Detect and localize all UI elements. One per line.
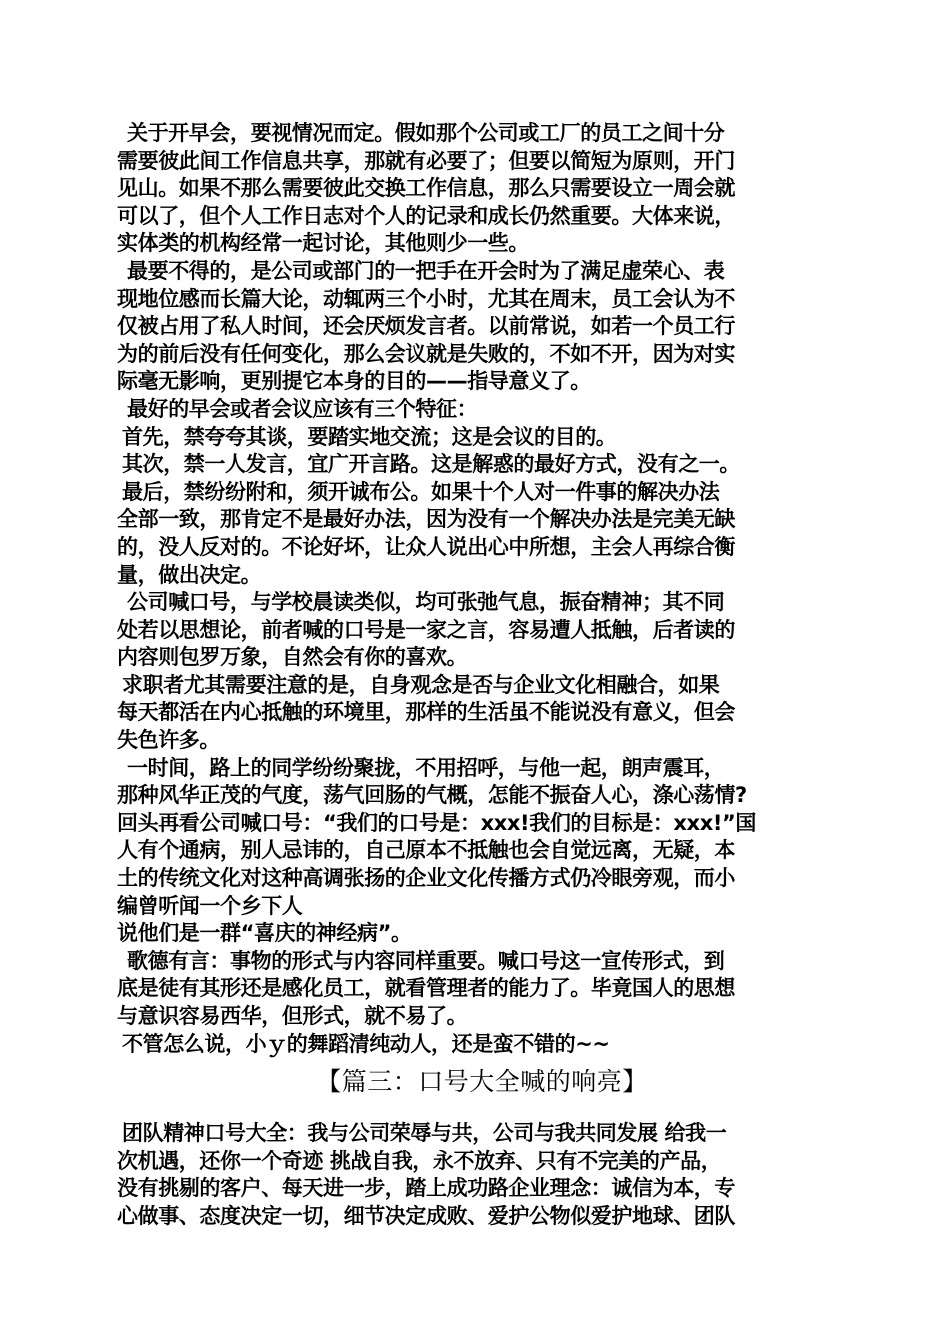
text-line: 团队精神口号大全：我与公司荣辱与共，公司与我共同发展 给我一	[122, 1121, 727, 1146]
paragraph	[117, 479, 847, 589]
text-line: 底是徒有其形还是感化员工，就看管理者的能力了。毕竟国人的思想	[117, 976, 735, 1001]
text-line: 际毫无影响，更别提它本身的目的——指导意义了。	[117, 369, 591, 394]
text-line: 为的前后没有任何变化，那么会议就是失败的，不如不开，因为对实	[117, 341, 735, 366]
section-heading: 【篇三：口号大全喊的响亮】	[316, 1067, 648, 1097]
paragraph	[117, 948, 847, 1031]
text-line: 实体类的机构经常一起讨论，其他则少一些。	[117, 231, 529, 256]
text-line: 全部一致，那肯定不是最好办法，因为没有一个解决办法是完美无缺	[117, 507, 735, 532]
paragraph	[117, 258, 847, 396]
text-line: 求职者尤其需要注意的是，自身观念是否与企业文化相融合，如果	[122, 672, 720, 697]
text-line: 次机遇，还你一个奇迹 挑战自我，永不放弃、只有不完美的产品，	[117, 1148, 722, 1173]
text-line: 需要彼此间工作信息共享，那就有必要了；但要以简短为原则，开门	[117, 148, 735, 173]
text-line: 首先，禁夸夸其谈，要踏实地交流；这是会议的目的。	[122, 424, 617, 449]
text-line: 与意识容易西华，但形式，就不易了。	[117, 1004, 468, 1028]
text-line: 最要不得的，是公司或部门的一把手在开会时为了满足虚荣心、表	[127, 258, 725, 283]
paragraph	[117, 1120, 847, 1230]
text-line: 可以了，但个人工作日志对个人的记录和成长仍然重要。大体来说，	[117, 203, 735, 228]
paragraph	[117, 589, 847, 672]
text-line: 土的传统文化对这种高调张扬的企业文化传播方式仍冷眼旁观，而小	[117, 866, 735, 891]
paragraph	[117, 1031, 847, 1059]
text-line: 编曾听闻一个乡下人	[117, 893, 303, 918]
document-page	[117, 120, 847, 1231]
text-line: 现地位感而长篇大论，动辄两三个小时，尤其在周末，员工会认为不	[117, 286, 735, 311]
text-line: 内容则包罗万象，自然会有你的喜欢。	[117, 645, 468, 670]
paragraph	[117, 755, 847, 948]
paragraph	[117, 396, 847, 424]
text-line: 量，做出决定。	[117, 562, 262, 587]
text-line: 其次，禁一人发言，宜广开言路。这是解惑的最好方式，没有之一。	[122, 452, 740, 477]
text-line: 歌德有言：事物的形式与内容同样重要。喊口号这一宣传形式，到	[127, 948, 725, 973]
text-line: 最后，禁纷纷附和，须开诚布公。如果十个人对一件事的解决办法	[122, 479, 720, 504]
text-line: 那种风华正茂的气度，荡气回肠的气概，怎能不振奋人心，涤心荡情?	[117, 783, 747, 808]
paragraph	[117, 424, 847, 452]
text-line: 见山。如果不那么需要彼此交换工作信息，那么只需要设立一周会就	[117, 176, 735, 201]
paragraph	[117, 672, 847, 755]
text-line: 处若以思想论，前者喊的口号是一家之言，容易遭人抵触，后者读的	[117, 617, 735, 642]
text-line: 失色许多。	[117, 728, 220, 753]
text-line: 一时间，路上的同学纷纷聚拢，不用招呼，与他一起，朗声震耳，	[127, 755, 725, 780]
paragraph	[117, 120, 847, 258]
text-line: 人有个通病，别人忌讳的，自己原本不抵触也会自觉远离，无疑，本	[117, 838, 735, 863]
text-line: 没有挑剔的客户、每天进一步，踏上成功路企业理念：诚信为本，专	[117, 1176, 735, 1201]
text-line: 心做事、态度决定一切，细节决定成败、爱护公物似爱护地球、团队	[117, 1203, 735, 1228]
text-line: 不管怎么说，小ｙ的舞蹈清纯动人，还是蛮不错的~~	[122, 1031, 610, 1056]
text-line: 仅被占用了私人时间，还会厌烦发言者。以前常说，如若一个员工行	[117, 314, 735, 339]
text-line: 关于开早会，要视情况而定。假如那个公司或工厂的员工之间十分	[127, 121, 725, 145]
text-line: 的，没人反对的。不论好坏，让众人说出心中所想，主会人再综合衡	[117, 534, 735, 559]
text-line: 说他们是一群“喜庆的神经病”。	[117, 921, 412, 946]
text-line: 回头再看公司喊口号：“我们的口号是：xxx!我们的目标是：xxx!”国	[117, 810, 757, 835]
paragraph	[117, 451, 847, 479]
text-line: 最好的早会或者会议应该有三个特征：	[127, 396, 478, 421]
text-line: 公司喊口号，与学校晨读类似，均可张弛气息，振奋精神；其不同	[127, 590, 725, 615]
text-line: 每天都活在内心抵触的环境里，那样的生活虽不能说没有意义，但会	[117, 700, 735, 725]
